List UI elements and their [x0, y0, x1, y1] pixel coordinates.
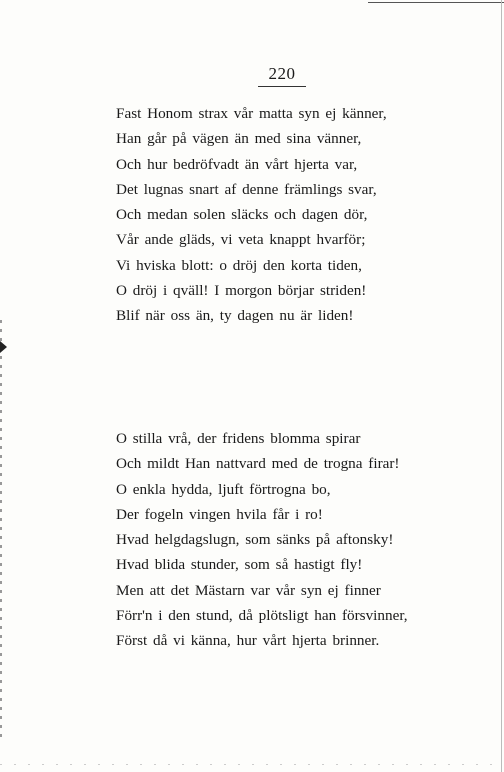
verse-line: O enkla hydda, ljuft förtrogna bo,	[116, 480, 331, 498]
edge-mark	[0, 341, 7, 353]
verse-line: Hvad helgdagslugn, som sänks på aftonsky!	[116, 531, 394, 549]
verse-line: Hvad blida stunder, som så hastigt fly!	[116, 556, 363, 574]
stanza-1	[116, 101, 476, 329]
page-edge-left	[0, 320, 2, 740]
verse-line: Fast Honom strax vår matta syn ej känner,	[116, 105, 387, 122]
verse-line: Förr'n i den stund, då plötsligt han försvinner,	[116, 607, 408, 625]
verse-line: O dröj i qväll! I morgon börjar striden!	[116, 282, 367, 300]
page-edge-bottom	[0, 764, 504, 765]
verse-line: Men att det Mästarn var vår syn ej finner	[116, 581, 381, 599]
verse-line: Blif när oss än, ty dagen nu är liden!	[116, 307, 354, 325]
verse-line: O stilla vrå, der fridens blomma spirar	[116, 430, 361, 447]
page-number: 220	[258, 64, 306, 87]
stanza-2	[116, 426, 476, 654]
verse-line: Först då vi känna, hur vårt hjerta brinner.	[116, 632, 380, 650]
top-rule	[368, 2, 504, 3]
page-edge-right	[501, 0, 502, 772]
verse-line: Och medan solen släcks och dagen dör,	[116, 206, 368, 224]
verse-line: Och hur bedröfvadt än vårt hjerta var,	[116, 155, 358, 173]
verse-line: Der fogeln vingen hvila får i ro!	[116, 505, 323, 523]
verse-line: Vår ande gläds, vi veta knappt hvarför;	[116, 231, 366, 249]
verse-line: Vi hviska blott: o dröj den korta tiden,	[116, 256, 362, 274]
verse-line: Han går på vägen än med sina vänner,	[116, 130, 362, 148]
verse-line: Och mildt Han nattvard med de trogna firar!	[116, 455, 400, 473]
verse-line: Det lugnas snart af denne främlings svar,	[116, 180, 377, 198]
